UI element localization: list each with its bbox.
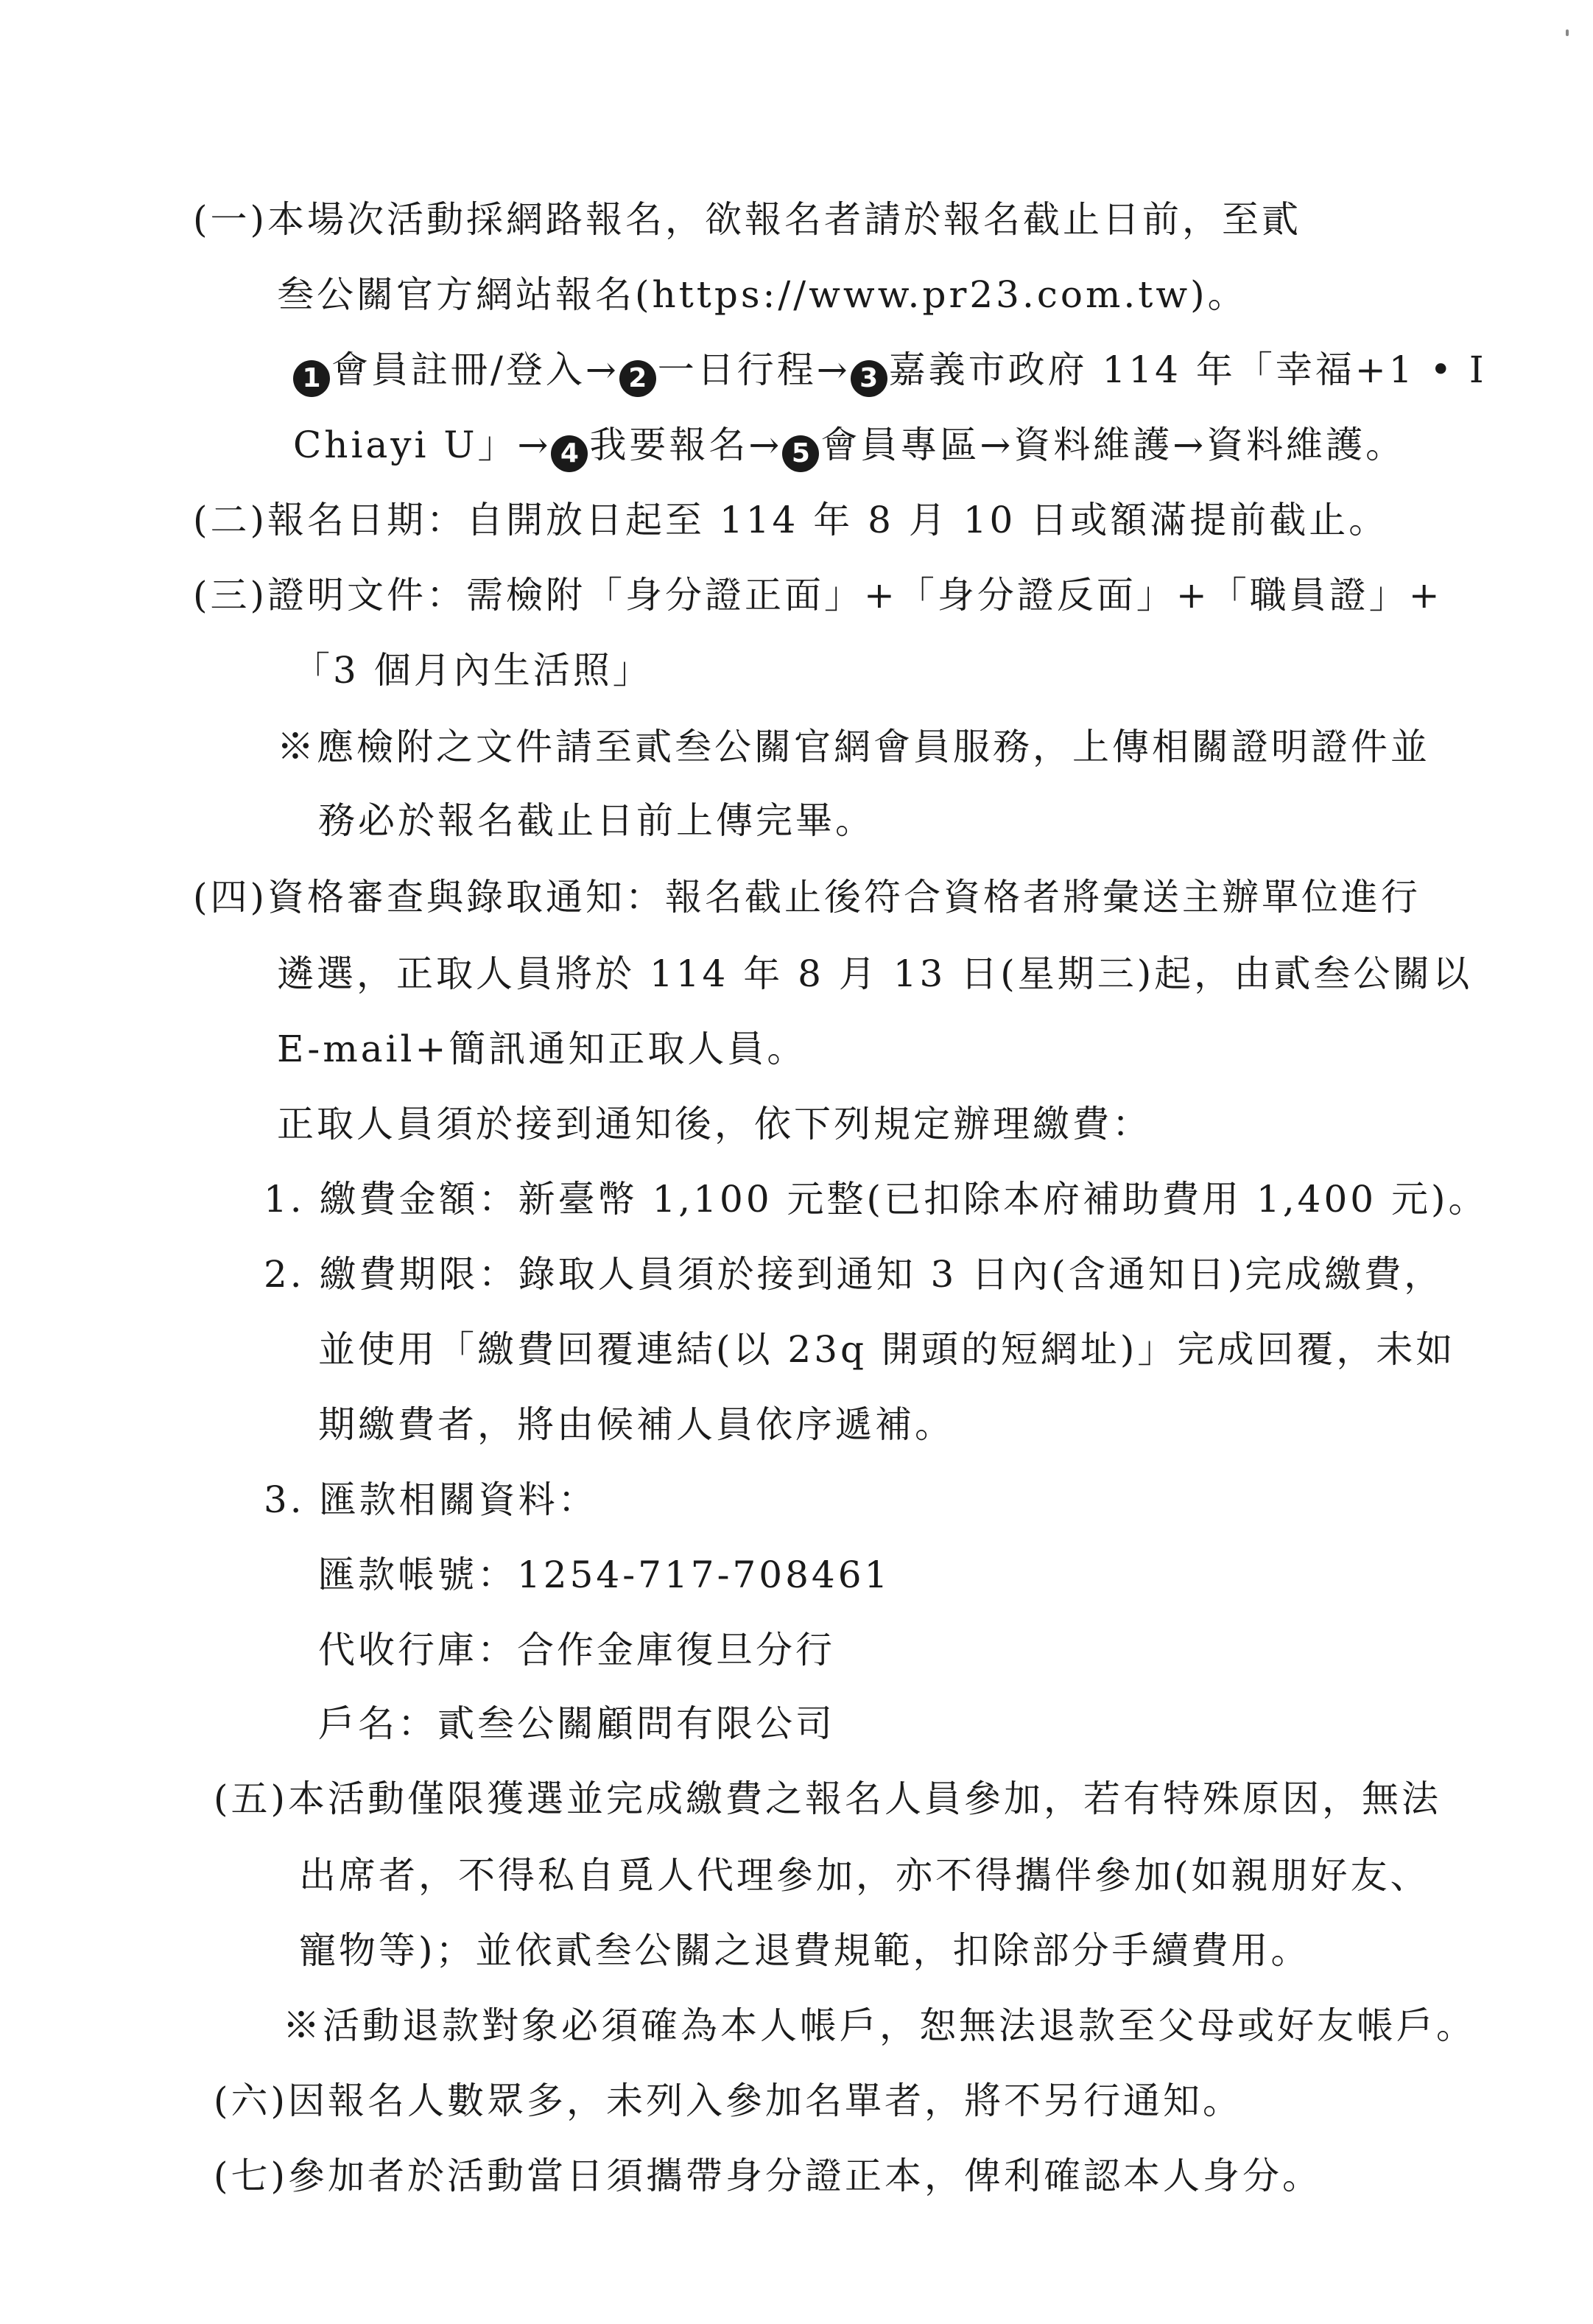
step-3-text: 嘉義市政府 114 年「幸福+1 • I: [888, 348, 1487, 391]
section-3-note-line-1: ※應檢附之文件請至貳叁公關官網會員服務，上傳相關證明證件並: [277, 726, 1430, 768]
remittance-bank: 代收行庫：合作金庫復旦分行: [318, 1629, 835, 1671]
section-1-line-2: 叁公關官方網站報名(https://www.pr23.com.tw)。: [277, 273, 1248, 316]
payment-item-1: 1. 繳費金額：新臺幣 1,100 元整(已扣除本府補助費用 1,400 元)。: [264, 1178, 1488, 1221]
payment-item-2-line-2: 並使用「繳費回覆連結(以 23q 開頭的短網址)」完成回覆，未如: [318, 1328, 1456, 1371]
section-5-line-3: 寵物等)；並依貳叁公關之退費規範，扣除部分手續費用。: [299, 1929, 1311, 1972]
step-2-badge-icon: 2: [619, 360, 656, 397]
section-7-line-1: (七)參加者於活動當日須攜帶身分證正本，俾利確認本人身分。: [214, 2155, 1323, 2197]
step-5-text: 會員專區→資料維護→資料維護。: [820, 424, 1406, 466]
payment-item-2-line-3: 期繳費者，將由候補人員依序遞補。: [318, 1403, 954, 1446]
step-1-badge-icon: 1: [293, 360, 330, 397]
section-5-line-2: 出席者，不得私自覓人代理參加，亦不得攜伴參加(如親朋好友、: [299, 1854, 1430, 1897]
payment-item-2-line-1: 2. 繳費期限：錄取人員須於接到通知 3 日內(含通知日)完成繳費，: [264, 1253, 1444, 1296]
step-3-text-continued: Chiayi U」→: [293, 424, 552, 466]
step-4-badge-icon: 4: [551, 435, 588, 472]
remittance-account: 匯款帳號：1254-717-708461: [318, 1554, 891, 1596]
section-1-steps-line-2: [293, 421, 1405, 472]
section-2-line-1: (二)報名日期：自開放日起至 114 年 8 月 10 日或額滿提前截止。: [193, 499, 1389, 541]
step-5-badge-icon: 5: [782, 435, 819, 472]
step-4-text: 我要報名→: [589, 424, 783, 466]
section-3-line-1: (三)證明文件：需檢附「身分證正面」+「身分證反面」+「職員證」+: [193, 574, 1443, 617]
step-1-text: 會員註冊/登入→: [331, 348, 619, 391]
section-1-steps-line-1: [293, 346, 1487, 397]
scan-speck: [1566, 29, 1569, 36]
remittance-holder: 戶名：貳叁公關顧問有限公司: [318, 1702, 835, 1745]
section-6-line-1: (六)因報名人數眾多，未列入參加名單者，將不另行通知。: [214, 2079, 1243, 2122]
section-5-note: ※活動退款對象必須確為本人帳戶，恕無法退款至父母或好友帳戶。: [283, 2004, 1476, 2047]
section-4-line-2: 遴選，正取人員將於 114 年 8 月 13 日(星期三)起，由貳叁公關以: [277, 952, 1473, 995]
section-3-line-2: 「3 個月內生活照」: [293, 649, 653, 692]
section-4-line-1: (四)資格審查與錄取通知：報名截止後符合資格者將彙送主辦單位進行: [193, 876, 1421, 919]
step-3-badge-icon: 3: [851, 360, 887, 397]
section-4-intro: 正取人員須於接到通知後，依下列規定辦理繳費：: [277, 1103, 1152, 1145]
section-4-line-3: E-mail+簡訊通知正取人員。: [277, 1028, 807, 1070]
payment-item-3: 3. 匯款相關資料：: [264, 1478, 598, 1521]
section-3-note-line-2: 務必於報名截止日前上傳完畢。: [318, 799, 875, 842]
section-1-line-1: (一)本場次活動採網路報名，欲報名者請於報名截止日前，至貳: [193, 198, 1302, 241]
section-5-line-1: (五)本活動僅限獲選並完成繳費之報名人員參加，若有特殊原因，無法: [214, 1777, 1442, 1820]
step-2-text: 一日行程→: [657, 348, 851, 391]
